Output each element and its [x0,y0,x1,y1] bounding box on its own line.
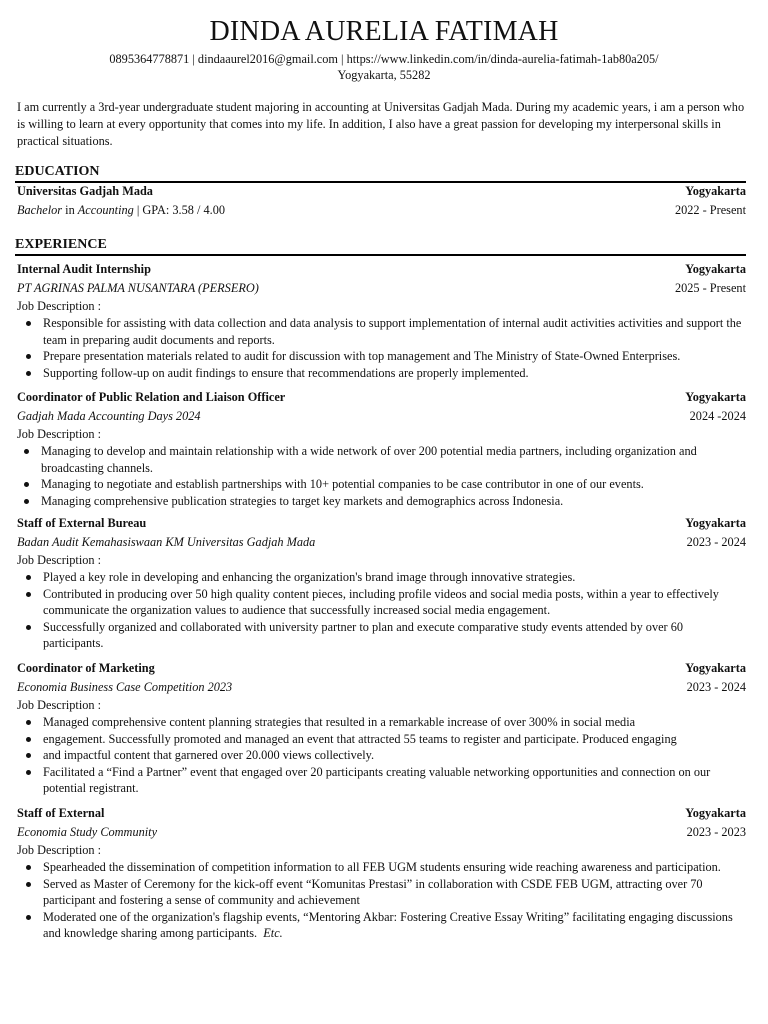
contact-info [0,51,768,83]
education-heading: EDUCATION [15,163,746,183]
experience-item [17,261,746,381]
job-description-label: Job Description : [17,427,102,441]
role-period: 2025 - Present [674,281,746,295]
job-description-label: Job Description : [17,843,102,857]
school-city: Yogyakarta [685,184,746,198]
degree-line [17,202,225,219]
bullet-item: engagement. Successfully promoted and managed an event that attracted 55 teams to register and participate. Produced engaging [43,731,746,748]
summary-paragraph: I am currently a 3rd-year undergraduate student majoring in accounting at Universitas Gadjah Mada. During my academic years, i am a person who is willing to learn at every opportunity that comes into my life. In addition, I also have a great passion for developing my interpersonal skills in practical situations. [17,100,745,148]
bullet-text: Moderated one of the organization's flagship events, “Mentoring Akbar: Fostering Creative Essay Writing” facilitating engaging discussions and knowledge sharing among participants. [43,909,733,940]
role-title: Internal Audit Internship [17,262,151,276]
bullet-item: and impactful content that garnered over 20.000 views collectively. [43,747,746,764]
role-city: Yogyakarta [685,390,746,404]
gpa: | GPA: 3.58 / 4.00 [133,203,225,217]
bullet-item: Managing to develop and maintain relationship with a wide network of over 200 potential media partners, including organization and broadcasting channels. [41,443,746,476]
bullet-list [17,315,746,381]
bullet-list [17,859,746,942]
role-city: Yogyakarta [685,806,746,820]
organization: Economia Study Community [17,825,158,839]
bullet-item: Successfully organized and collaborated with university partner to plan and execute comparative study events attended by over 60 participants. [43,619,746,652]
education-entry [17,183,746,219]
bullet-list [17,569,746,652]
organization: Badan Audit Kemahasiswaan KM Universitas Gadjah Mada [17,535,316,549]
bullet-item: Supporting follow-up on audit findings to ensure that recommendations are properly implemented. [43,365,746,382]
experience-heading: EXPERIENCE [15,236,746,256]
role-city: Yogyakarta [685,516,746,530]
role-city: Yogyakarta [685,661,746,675]
role-title: Staff of External [17,806,105,820]
bullet-item: Played a key role in developing and enhancing the organization's brand image through innovative strategies. [43,569,746,586]
bullet-item [43,909,746,942]
bullet-list [17,714,746,797]
bullet-item: Responsible for assisting with data collection and data analysis to support implementation of internal audit activities activities and support the team in preparing audit documents and reports. [43,315,746,348]
candidate-name: DINDA AURELIA FATIMAH [209,16,559,47]
bullet-item: Prepare presentation materials related to audit for discussion with top management and The Ministry of State-Owned Enterprises. [43,348,746,365]
bullet-item: Spearheaded the dissemination of competition information to all FEB UGM students ensuring wide reaching awareness and participation. [43,859,746,876]
major: Accounting [77,203,134,217]
organization: PT AGRINAS PALMA NUSANTARA (PERSERO) [17,281,259,295]
bullet-item: Managed comprehensive content planning strategies that resulted in a remarkable increase of over 300% in social media [43,714,746,731]
bullet-item: Managing comprehensive publication strategies to target key markets and demographics across Indonesia. [41,493,746,510]
job-description-label: Job Description : [17,299,102,313]
etc-suffix: Etc. [263,926,283,940]
bullet-list [17,443,746,509]
role-period: 2023 - 2023 [686,825,746,839]
role-period: 2023 - 2024 [686,680,746,694]
organization: Gadjah Mada Accounting Days 2024 [17,409,201,423]
experience-item [17,389,746,509]
bullet-item: Served as Master of Ceremony for the kick-off event “Komunitas Prestasi” in collaboration with CSDE FEB UGM, attracting over 70 participant and fostering a sense of community and achievement [43,876,746,909]
job-description-label: Job Description : [17,698,102,712]
job-description-label: Job Description : [17,553,102,567]
organization: Economia Business Case Competition 2023 [17,680,233,694]
bullet-item: Facilitated a “Find a Partner” event that engaged over 20 participants creating valuable networking opportunities and connection on our potential registrant. [43,764,746,797]
location-line: Yogyakarta, 55282 [337,68,431,82]
experience-item [17,805,746,942]
contact-line: 0895364778871 | dindaaurel2016@gmail.com | https://www.linkedin.com/in/dinda-aurelia-fatimah-1ab80a205/ [109,52,659,66]
bullet-item: Contributed in producing over 50 high quality content pieces, including profile videos and social media posts, within a year to effectively communicate the organization values to audience that successfully increased social media engagement. [43,586,746,619]
degree: Bachelor [17,203,63,217]
role-title: Coordinator of Public Relation and Liaison Officer [17,390,286,404]
role-period: 2024 -2024 [689,409,746,423]
degree-in: in [62,203,78,217]
role-period: 2023 - 2024 [686,535,746,549]
experience-item [17,660,746,797]
bullet-item: Managing to negotiate and establish partnerships with 10+ potential companies to be case contributor in one of our events. [41,476,746,493]
experience-item [17,515,746,652]
role-title: Staff of External Bureau [17,516,147,530]
education-period: 2022 - Present [674,203,746,217]
role-title: Coordinator of Marketing [17,661,155,675]
role-city: Yogyakarta [685,262,746,276]
school-name: Universitas Gadjah Mada [17,184,153,198]
